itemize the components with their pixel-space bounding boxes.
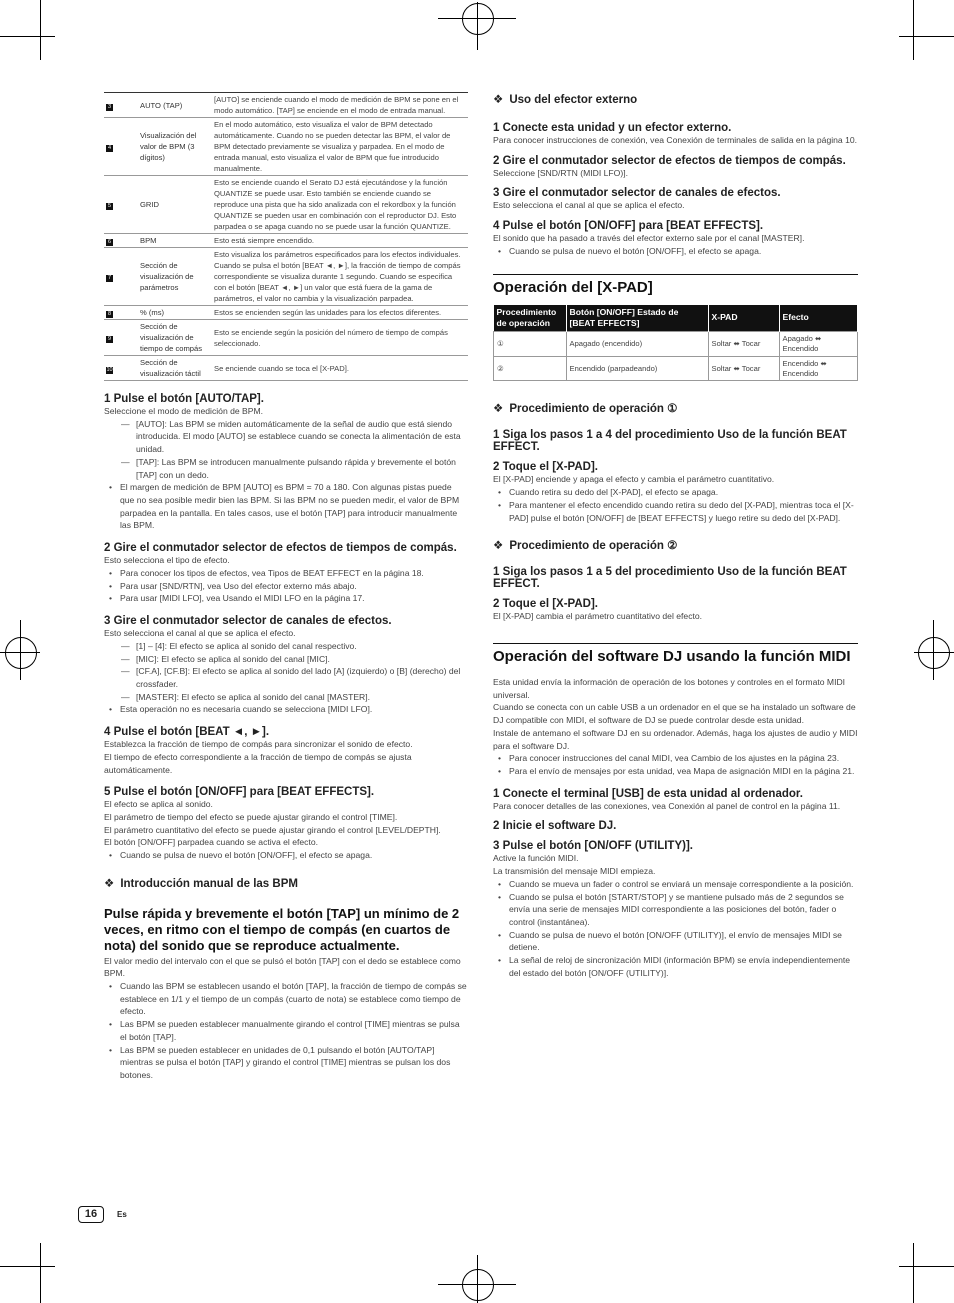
dash-item: — [MASTER]: El efecto se aplica al sonido del canal [MASTER].	[104, 691, 468, 704]
table-row	[104, 93, 468, 118]
registration-mark	[462, 1269, 494, 1301]
bullet-item: • Cuando se pulsa de nuevo el botón [ON/OFF], el efecto se apaga.	[104, 849, 468, 862]
row-name: Visualización del valor de BPM (3 dígitos)	[138, 118, 212, 176]
row-number: 4	[107, 145, 112, 151]
dash-item: — [CF.A], [CF.B]: El efecto se aplica al sonido del lado [A] (izquierdo) o [B] (derecho) del crossfader.	[104, 665, 468, 690]
bullet-item: • Cuando las BPM se establecen usando el botón [TAP], la fracción de tiempo de compás se establece en 1/1 y el tiempo de un compás (cuarto de nota) se establece como tiempo de efecto.	[104, 980, 468, 1018]
step-title: 2 Toque el [X-PAD].	[493, 598, 598, 611]
row-desc: [AUTO] se enciende cuando el modo de medición de BPM se pone en el modo automático. [TAP] se enciende en el modo de entrada manual.	[212, 93, 468, 118]
table-row	[104, 306, 468, 320]
crop-mark	[40, 1243, 41, 1303]
body-text: Para conocer detalles de las conexiones, vea Conexión al panel de control en la página 11.	[493, 800, 841, 811]
bullet-item: • Las BPM se pueden establecer manualmente girando el control [TIME] mientras se pulsa el botón [TAP].	[104, 1018, 468, 1043]
registration-mark	[462, 3, 494, 35]
row-name: BPM	[138, 234, 212, 248]
bullet-item: • Cuando retira su dedo del [X-PAD], el efecto se apaga.	[493, 486, 858, 499]
dash-item: — [AUTO]: Las BPM se miden automáticamente de la señal de audio que está siendo introducida. El modo [AUTO] se establece cuando se conecta la alimentación de esta unidad.	[104, 418, 468, 456]
body-text: El [X-PAD] cambia el parámetro cuantitativo del efecto.	[493, 611, 703, 622]
table-row	[104, 176, 468, 234]
row-name: GRID	[138, 176, 212, 234]
bullet-item: • Para el envío de mensajes por esta unidad, vea Mapa de asignación MIDI en la página 21.	[493, 765, 858, 778]
step-title: 1 Siga los pasos 1 a 5 del procedimiento Uso de la función BEAT EFFECT.	[493, 566, 847, 591]
dash-item: — [TAP]: Las BPM se introducen manualmente pulsando rápida y brevemente el botón [TAP] con un dedo.	[104, 456, 468, 481]
step-title: 4 Pulse el botón [ON/OFF] para [BEAT EFFECTS].	[493, 220, 764, 233]
table-cell: Apagado (encendido)	[566, 331, 708, 356]
body-text: El sonido que ha pasado a través del efector externo sale por el canal [MASTER].	[493, 233, 805, 244]
body-text: Seleccione [SND/RTN (MIDI LFO)].	[493, 167, 628, 178]
crop-mark	[0, 1266, 55, 1267]
subsection-title: ❖ Introducción manual de las BPM	[104, 877, 298, 890]
body-text: Cuando se conecta con un cable USB a un ordenador en el que se ha instalado un software de DJ compatible con MIDI, el software de DJ se puede controlar desde esta unidad.	[493, 702, 856, 726]
body-text: La transmisión del mensaje MIDI empieza.	[493, 866, 656, 877]
row-name: % (ms)	[138, 306, 212, 320]
crop-mark	[899, 1266, 954, 1267]
body-text: Para conocer instrucciones de conexión, vea Conexión de terminales de salida en la página 10.	[493, 135, 858, 145]
bullet-item: • Para usar [SND/RTN], vea Uso del efector externo más abajo.	[104, 580, 468, 593]
table-cell: ②	[494, 356, 567, 381]
bullet-item: • Cuando se pulsa de nuevo el botón [ON/OFF], el efecto se apaga.	[493, 245, 858, 258]
bullet-item: • La señal de reloj de sincronización MIDI (información BPM) se envía independientemente del estado del botón [ON/OFF (UTILITY)].	[493, 954, 858, 979]
registration-mark	[918, 637, 950, 669]
language-label: Es	[117, 1210, 127, 1219]
row-number: 10	[106, 366, 113, 373]
bullet-item: • Para mantener el efecto encendido cuando retira su dedo del [X-PAD], mientras toca el [X-PAD] pulse el botón [ON/OFF] de [BEAT EFFECTS] y luego retire su dedo del [X-PAD].	[493, 499, 858, 524]
table-cell: Soltar ⬌ Tocar	[708, 331, 779, 356]
row-desc: Estos se encienden según las unidades para los efectos diferentes.	[212, 306, 468, 320]
step-title: 3 Gire el conmutador selector de canales de efectos.	[493, 187, 781, 200]
dash-item: — [1] – [4]: El efecto se aplica al sonido del canal respectivo.	[104, 640, 468, 653]
row-desc: Esto se enciende según la posición del número de tiempo de compás seleccionado.	[212, 320, 468, 356]
row-name: AUTO (TAP)	[138, 93, 212, 118]
column-header: Procedimiento de operación	[494, 305, 567, 332]
row-desc: Esto visualiza los parámetros especificados para los efectos individuales. Cuando se pulsa el botón [BEAT ◄, ►], la fracción de tiempo de compás correspondiente se visualiza durante 1 segundo. Cuando se especifica con el botón [BEAT ◄, ►] un valor que está fuera de la gama de parámetros, el valor no cambia y la visualización parpadea.	[212, 248, 468, 306]
table-header-row	[494, 305, 858, 332]
body-text: Esto selecciona el tipo de efecto.	[104, 555, 230, 566]
table-cell: Soltar ⬌ Tocar	[708, 356, 779, 381]
crop-mark	[0, 36, 55, 37]
table-row	[104, 248, 468, 306]
body-text: El parámetro cuantitativo del efecto se puede ajustar girando el control [LEVEL/DEPTH].	[104, 824, 441, 835]
step-title: 1 Pulse el botón [AUTO/TAP].	[104, 393, 264, 405]
row-number: 6	[107, 239, 112, 245]
body-text: Esto selecciona el canal al que se aplica el efecto.	[104, 628, 296, 639]
body-text: El valor medio del intervalo con el que se pulsó el botón [TAP] con el dedo se establece como BPM.	[104, 955, 461, 979]
column-header: Botón [ON/OFF] Estado de [BEAT EFFECTS]	[566, 305, 708, 332]
dash-item: — [MIC]: El efecto se aplica al sonido del canal [MIC].	[104, 653, 468, 666]
table-cell: ①	[494, 331, 567, 356]
row-name: Sección de visualización táctil	[138, 356, 212, 381]
table-row	[104, 320, 468, 356]
body-text: El parámetro de tiempo del efecto se puede ajustar girando el control [TIME].	[104, 811, 398, 822]
step-title: 1 Conecte el terminal [USB] de esta unidad al ordenador.	[493, 787, 803, 800]
row-desc: En el modo automático, esto visualiza el valor de BPM detectado automáticamente. Cuando no se pueden detectar las BPM, el valor de BPM detectado previamente se visualiza y parpadea. En el modo de entrada manual, esto visualiza el valor de BPM que fue introducido manualmente.	[212, 118, 468, 176]
body-text: Esta unidad envía la información de operación de los botones y controles en el formato MIDI universal.	[493, 676, 846, 700]
subsection-title: ❖ Uso del efector externo	[493, 94, 638, 106]
body-text: Active la función MIDI.	[493, 853, 579, 864]
section-heading: Operación del software DJ usando la función MIDI	[493, 643, 858, 666]
step-title: 5 Pulse el botón [ON/OFF] para [BEAT EFFECTS].	[104, 786, 375, 799]
column-header: X-PAD	[708, 305, 779, 332]
row-desc: Se enciende cuando se toca el [X-PAD].	[212, 356, 468, 381]
left-column	[104, 92, 468, 1082]
body-text: El [X-PAD] enciende y apaga el efecto y cambia el parámetro cuantitativo.	[493, 474, 775, 485]
row-number: 3	[107, 103, 112, 110]
crop-mark	[913, 0, 914, 60]
step-title: 3 Gire el conmutador selector de canales de efectos.	[104, 615, 392, 628]
step-title: 3 Pulse el botón [ON/OFF (UTILITY)].	[493, 840, 693, 853]
subsection-title: ❖ Procedimiento de operación ②	[493, 540, 678, 553]
table-cell: Apagado ⬌ Encendido	[779, 331, 858, 356]
body-text: El tiempo de efecto correspondiente a la fracción de tiempo de compás se ajusta automáticamente.	[104, 751, 412, 775]
row-name: Sección de visualización de parámetros	[138, 248, 212, 306]
bullet-item: • Las BPM se pueden establecer en unidades de 0,1 pulsando el botón [AUTO/TAP] mientras se pulsa el botón [TAP] y girando el control [TIME] mientras se pulsan los dos botones.	[104, 1044, 468, 1082]
table-row	[104, 118, 468, 176]
body-text: Instale de antemano el software DJ en su ordenador. Además, haga los ajustes de audio y MIDI para el software DJ.	[493, 727, 858, 751]
row-desc: Esto se enciende cuando el Serato DJ está ejecutándose y la función QUANTIZE se puede usar. Esto también se enciende cuando se reproduce una pista que ha sido analizada con el rekordbox y la función QUANTIZE se pueden usar en combinación con el reproductor DJ. Esto parpadea o se apaga cuando no se puede usar la función QUANTIZE.	[212, 176, 468, 234]
diamond-icon: ❖	[493, 540, 504, 553]
table-row	[104, 356, 468, 381]
body-text: Seleccione el modo de medición de BPM.	[104, 406, 264, 416]
page-number: 16	[78, 1206, 104, 1223]
body-text: Esto selecciona el canal al que se aplica el efecto.	[493, 200, 685, 211]
instruction-title: Pulse rápida y brevemente el botón [TAP] un mínimo de 2 veces, en ritmo con el tiempo de compás (en cuartos de nota) del sonido que se reproduce actualmente.	[104, 905, 460, 954]
bullet-item: • Para conocer instrucciones del canal MIDI, vea Cambio de los ajustes en la página 23.	[493, 752, 858, 765]
row-name: Sección de visualización de tiempo de compás	[138, 320, 212, 356]
section-heading: Operación del [X-PAD]	[493, 274, 858, 297]
table-row	[494, 331, 858, 356]
bullet-item: • Para usar [MIDI LFO], vea Usando el MIDI LFO en la página 17.	[104, 592, 468, 605]
crop-mark	[40, 0, 41, 60]
column-header: Efecto	[779, 305, 858, 332]
body-text: El efecto se aplica al sonido.	[104, 799, 213, 810]
step-title: 2 Inicie el software DJ.	[493, 820, 617, 833]
registration-mark	[5, 637, 37, 669]
bullet-item: • Cuando se pulsa de nuevo el botón [ON/OFF (UTILITY)], el envío de mensajes MIDI se detiene.	[493, 929, 858, 954]
body-text: El botón [ON/OFF] parpadea cuando se activa el efecto.	[104, 837, 319, 848]
row-number: 9	[107, 336, 112, 342]
step-title: 2 Gire el conmutador selector de efectos de tiempos de compás.	[104, 542, 457, 555]
diamond-icon: ❖	[493, 403, 504, 416]
diamond-icon: ❖	[104, 877, 115, 890]
bullet-item: • Cuando se pulsa el botón [START/STOP] y se mantiene pulsado más de 2 segundos se envía una serie de mensajes MIDI correspondiente a las posiciones del botón, fader o control (instantánea).	[493, 891, 858, 929]
xpad-table	[493, 305, 858, 382]
step-title: 2 Gire el conmutador selector de efectos de tiempos de compás.	[493, 154, 846, 167]
table-row	[494, 356, 858, 381]
subsection-title: ❖ Procedimiento de operación ①	[493, 403, 678, 416]
display-table	[104, 92, 468, 381]
row-number: 8	[107, 311, 112, 317]
step-title: 1 Siga los pasos 1 a 4 del procedimiento Uso de la función BEAT EFFECT.	[493, 429, 847, 454]
crop-mark	[899, 36, 954, 37]
crop-mark	[913, 1243, 914, 1303]
table-cell: Encendido (parpadeando)	[566, 356, 708, 381]
step-title: 4 Pulse el botón [BEAT ◄, ►].	[104, 726, 270, 739]
step-title: 1 Conecte esta unidad y un efector externo.	[493, 122, 732, 134]
body-text: Establezca la fracción de tiempo de compás para sincronizar el sonido de efecto.	[104, 739, 413, 750]
bullet-item: • Cuando se mueva un fader o control se enviará un mensaje correspondiente a la posición.	[493, 878, 858, 891]
step-title: 2 Toque el [X-PAD].	[493, 461, 598, 474]
bullet-item: • Para conocer los tipos de efectos, vea Tipos de BEAT EFFECT en la página 18.	[104, 567, 468, 580]
table-cell: Encendido ⬌ Encendido	[779, 356, 858, 381]
diamond-icon: ❖	[493, 94, 504, 106]
bullet-item: • El margen de medición de BPM [AUTO] es BPM = 70 a 180. Con algunas pistas puede que no sea posible medir bien las BPM. Si las BPM no se pueden medir, el valor de BPM parpadea en la pantalla. En tales casos, use el botón [TAP] para introducir manualmente las BPM.	[104, 481, 468, 532]
bullet-item: • Esta operación no es necesaria cuando se selecciona [MIDI LFO].	[104, 703, 468, 716]
right-column	[493, 92, 858, 980]
row-desc: Esto está siempre encendido.	[212, 234, 468, 248]
table-row	[104, 234, 468, 248]
row-number: 7	[107, 275, 112, 281]
row-number: 5	[107, 203, 112, 209]
